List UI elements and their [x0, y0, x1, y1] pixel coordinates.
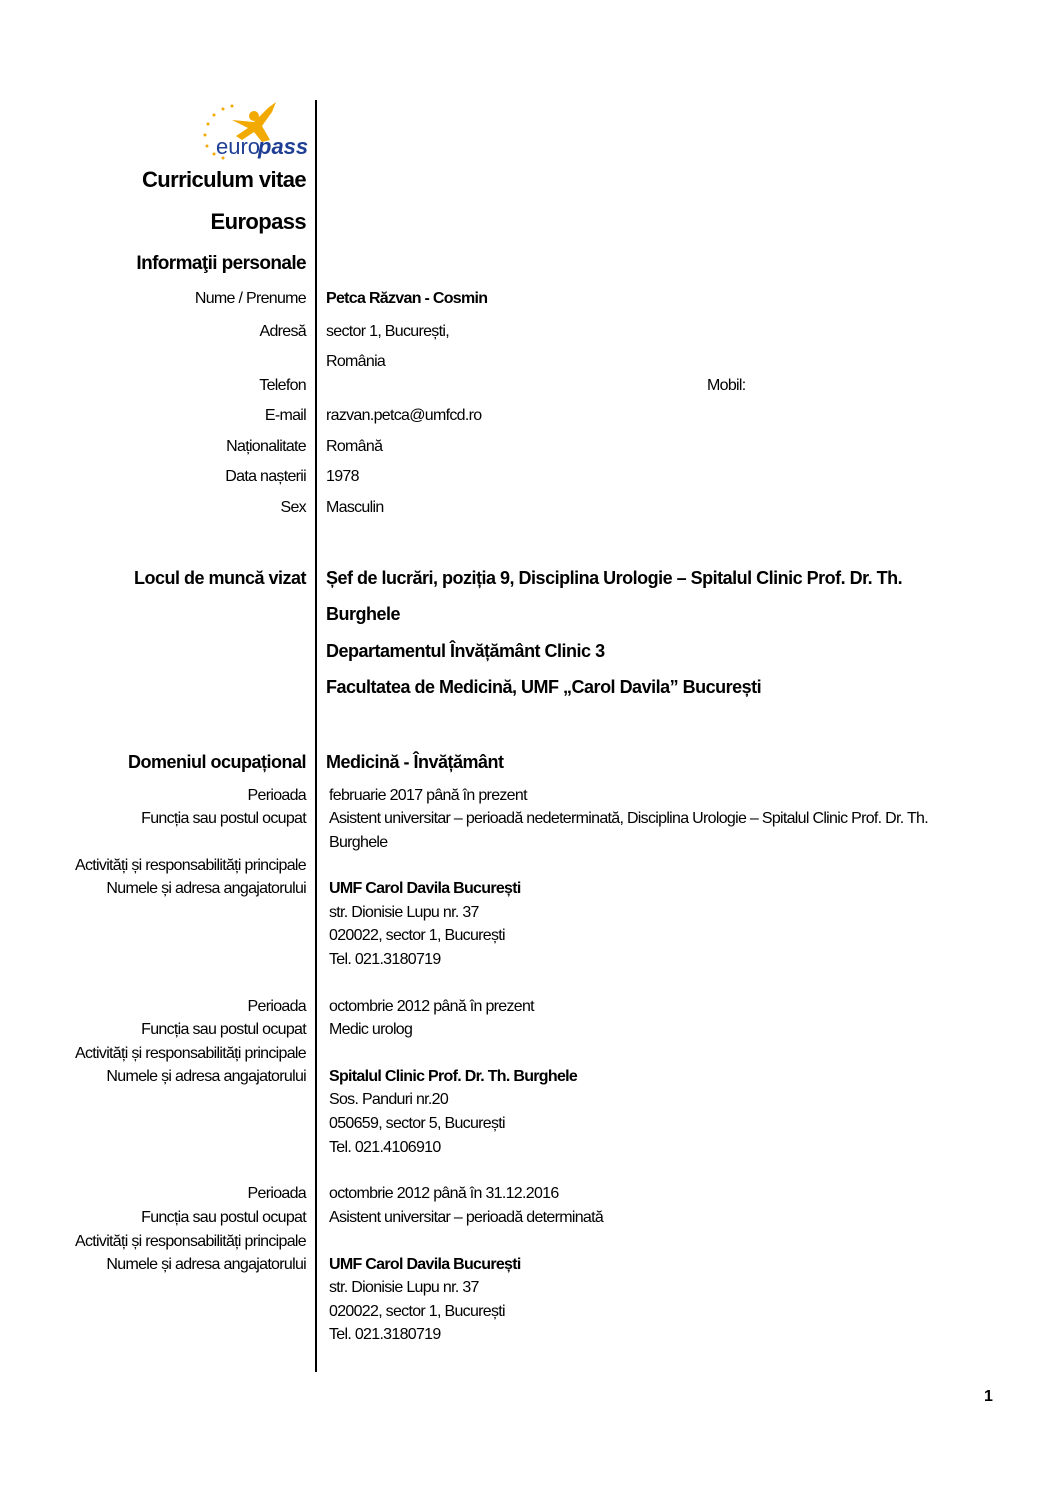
email-label: E-mail [264, 407, 306, 424]
employer-address: 050659, sector 5, București [329, 1115, 505, 1132]
page-number: 1 [984, 1388, 993, 1405]
target-job-line: Burghele [326, 604, 401, 624]
job-function: Asistent universitar – perioadă nedeterminată, Disciplina Urologie – Spitalul Clinic Prof. Dr. Th. [329, 810, 928, 827]
phone-label: Telefon [259, 377, 306, 394]
occupational-field-label: Domeniul ocupațional [127, 752, 306, 772]
function-label: Funcția sau postul ocupat [141, 810, 306, 827]
employer-name: UMF Carol Davila București [329, 1256, 521, 1273]
address-label: Adresă [259, 323, 306, 340]
target-job-line: Facultatea de Medicină, UMF „Carol Davila” București [326, 677, 762, 697]
period-label: Perioada [247, 998, 306, 1015]
employer-address: str. Dionisie Lupu nr. 37 [329, 904, 479, 921]
period-label: Perioada [247, 1185, 306, 1202]
address-line1: sector 1, București, [326, 323, 449, 340]
employer-phone: Tel. 021.4106910 [329, 1139, 441, 1156]
sex-label: Sex [280, 499, 306, 516]
employer-label: Numele și adresa angajatorului [106, 1068, 306, 1085]
address-line2: România [326, 353, 386, 370]
target-job-label: Locul de muncă vizat [133, 568, 306, 588]
column-divider [315, 100, 317, 1372]
email-value[interactable]: razvan.petca@umfcd.ro [326, 407, 482, 424]
employer-label: Numele și adresa angajatorului [106, 880, 306, 897]
employer-address: str. Dionisie Lupu nr. 37 [329, 1279, 479, 1296]
logo-text-euro: euro [216, 134, 261, 159]
job-function: Medic urolog [329, 1021, 413, 1038]
birth-value: 1978 [326, 468, 359, 485]
birth-label: Data nașterii [225, 468, 306, 485]
logo-text-pass: pass [258, 134, 309, 159]
cv-title: Curriculum vitae [141, 167, 306, 192]
job-period: octombrie 2012 până în prezent [329, 998, 534, 1015]
europass-logo [196, 98, 316, 164]
cv-subtitle: Europass [210, 209, 306, 234]
employer-name: UMF Carol Davila București [329, 880, 521, 897]
job-function: Asistent universitar – perioadă determinată [329, 1209, 604, 1226]
mobile-label: Mobil: [707, 377, 746, 394]
job-period: februarie 2017 până în prezent [329, 787, 527, 804]
employer-name: Spitalul Clinic Prof. Dr. Th. Burghele [329, 1068, 578, 1085]
function-label: Funcția sau postul ocupat [141, 1021, 306, 1038]
activities-label: Activități și responsabilități principale [75, 1045, 306, 1062]
employer-address: Sos. Panduri nr.20 [329, 1091, 449, 1108]
name-value: Petca Răzvan - Cosmin [326, 290, 488, 307]
employer-phone: Tel. 021.3180719 [329, 951, 441, 968]
employer-address: 020022, sector 1, București [329, 1303, 505, 1320]
employer-address: 020022, sector 1, București [329, 927, 505, 944]
sex-value: Masculin [326, 499, 384, 516]
target-job-line: Șef de lucrări, poziția 9, Disciplina Urologie – Spitalul Clinic Prof. Dr. Th. [326, 568, 903, 588]
activities-label: Activități și responsabilități principale [75, 1233, 306, 1250]
employer-phone: Tel. 021.3180719 [329, 1326, 441, 1343]
target-job-line: Departamentul Învățământ Clinic 3 [326, 641, 605, 661]
section-personal-info: Informaţii personale [136, 253, 306, 274]
name-label: Nume / Prenume [194, 290, 306, 307]
nationality-label: Naționalitate [226, 438, 306, 455]
job-period: octombrie 2012 până în 31.12.2016 [329, 1185, 559, 1202]
employer-label: Numele și adresa angajatorului [106, 1256, 306, 1273]
activities-label: Activități și responsabilități principale [75, 857, 306, 874]
period-label: Perioada [247, 787, 306, 804]
function-label: Funcția sau postul ocupat [141, 1209, 306, 1226]
occupational-field-value: Medicină - Învățământ [326, 752, 504, 772]
nationality-value: Română [326, 438, 383, 455]
job-function-cont: Burghele [329, 834, 388, 851]
